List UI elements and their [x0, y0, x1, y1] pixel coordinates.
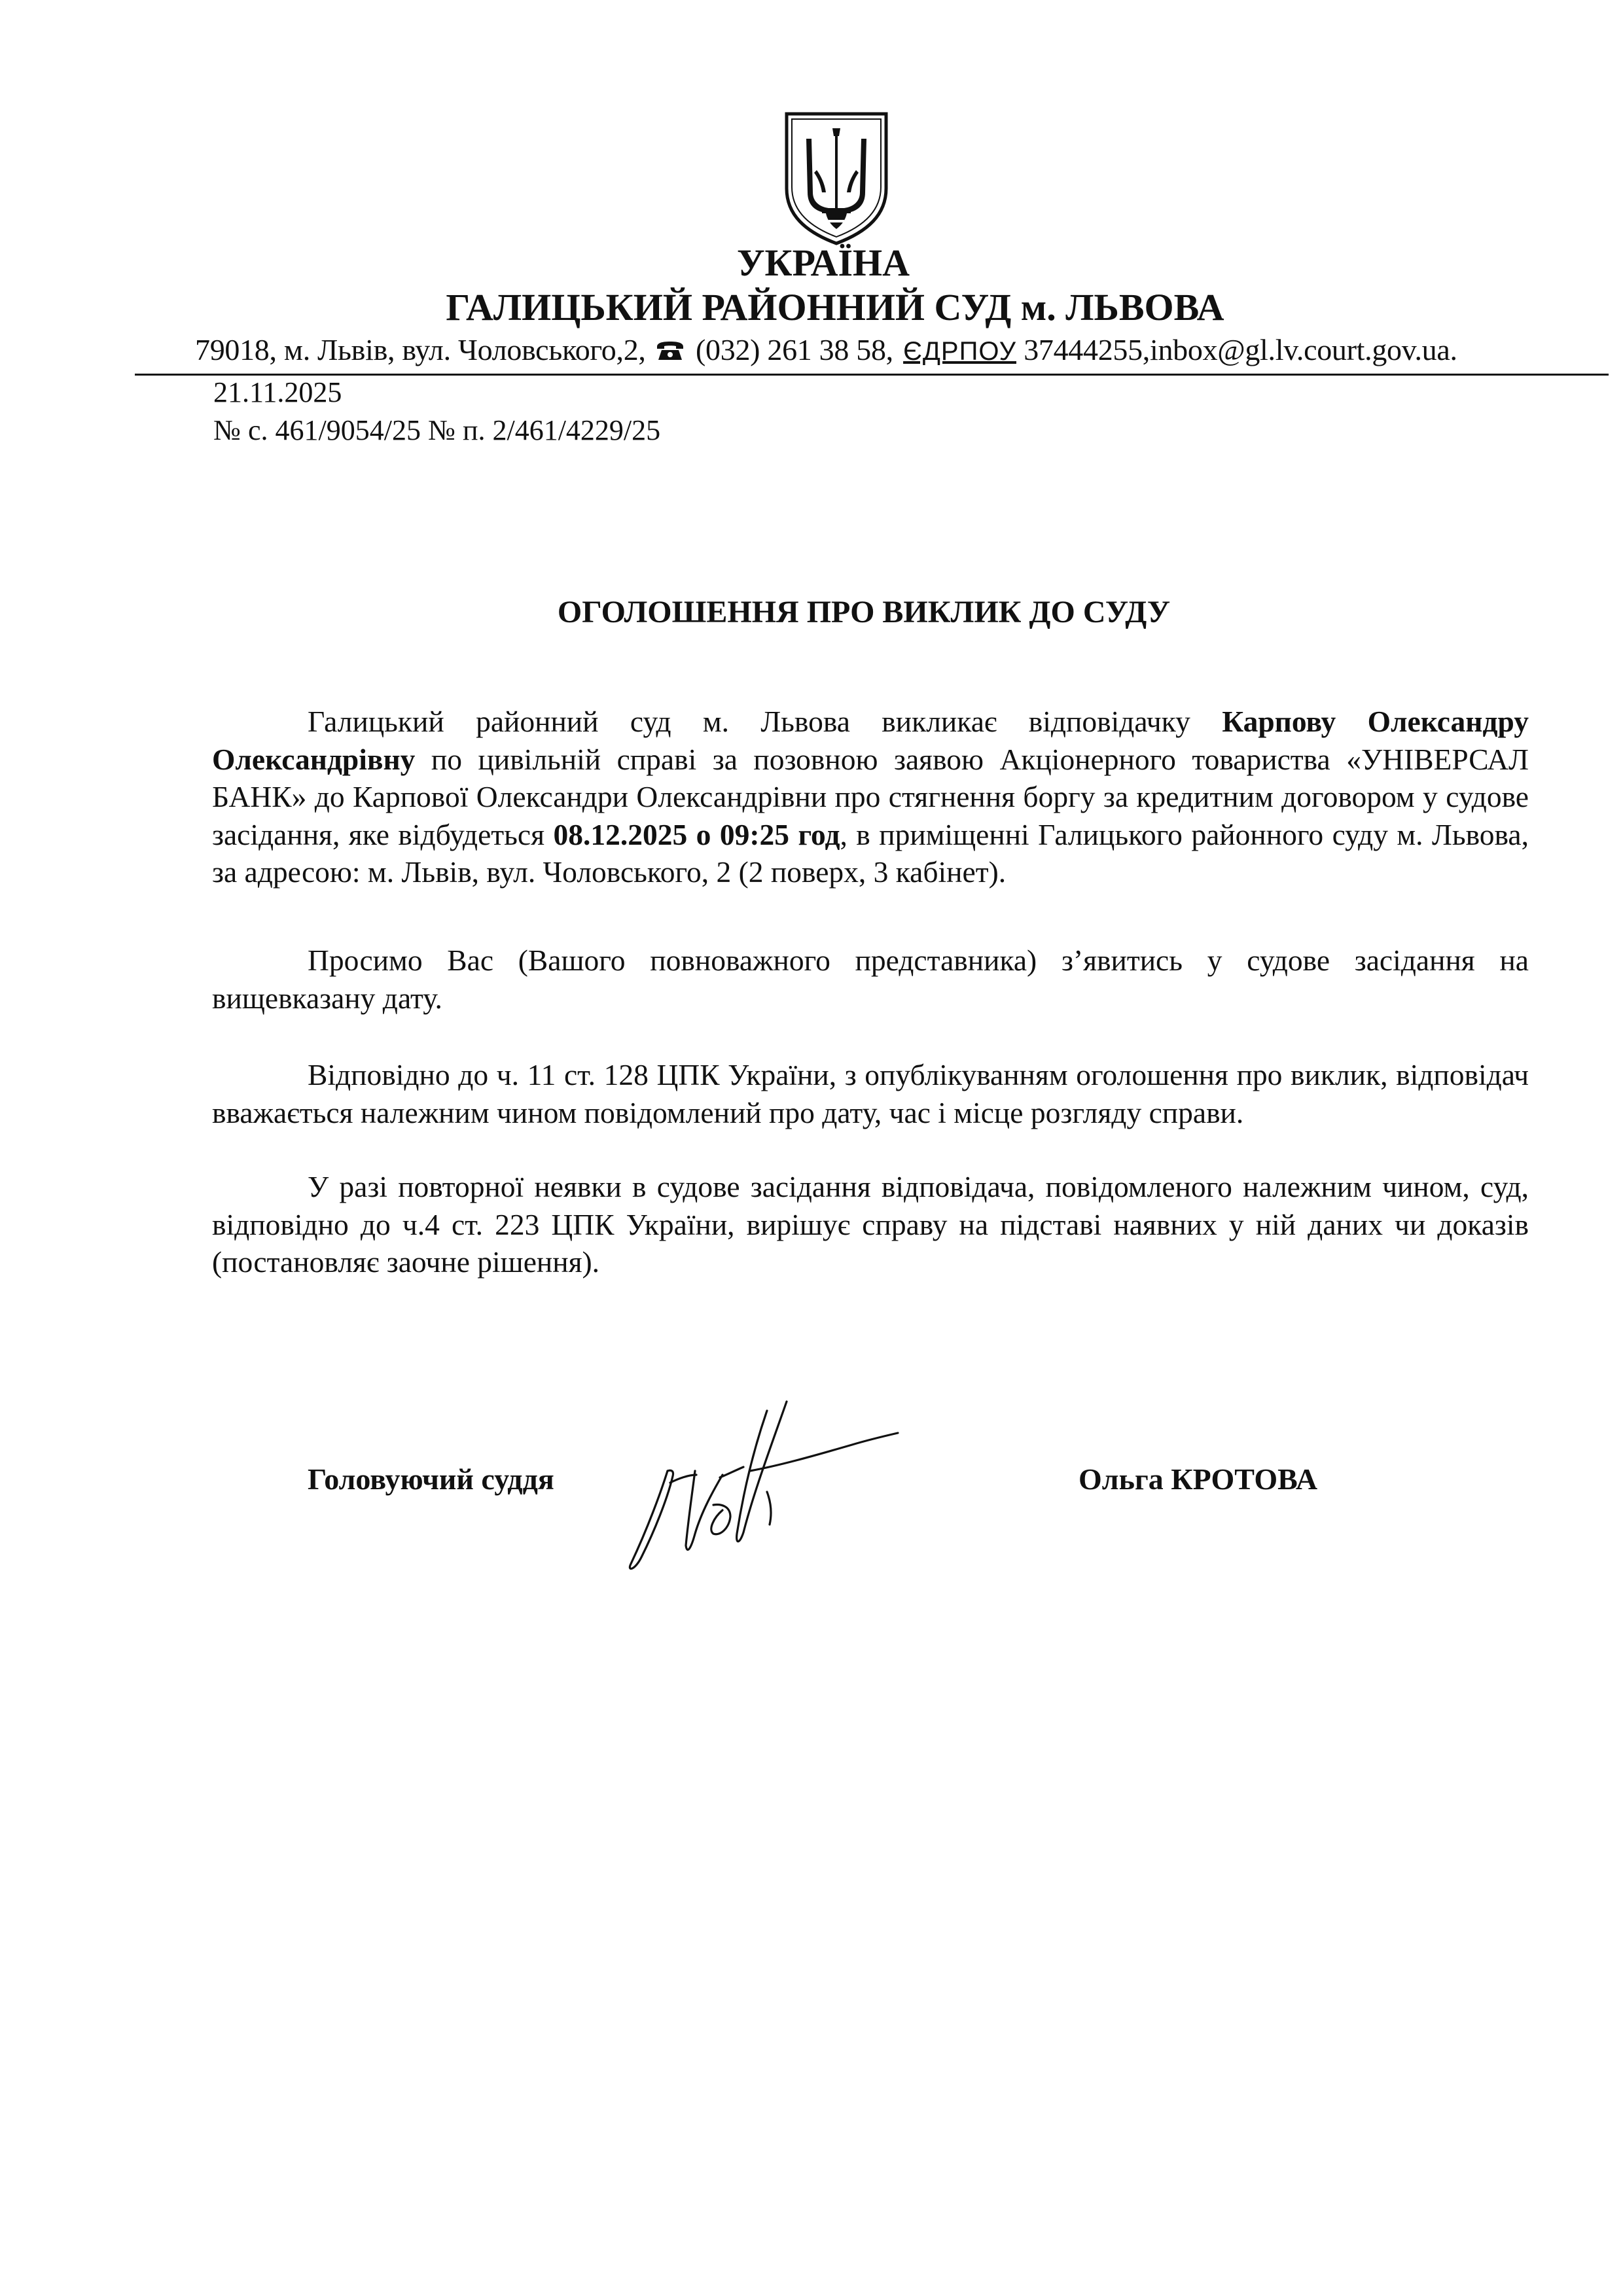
- case-numbers: № с. 461/9054/25 № п. 2/461/4229/25: [213, 414, 661, 446]
- header-divider: [135, 374, 1609, 376]
- handwritten-signature: [615, 1394, 955, 1590]
- judge-title: Головуючий суддя: [308, 1462, 554, 1496]
- court-phone: (032) 261 38 58,: [696, 333, 893, 366]
- notice-title: ОГОЛОШЕННЯ ПРО ВИКЛИК ДО СУДУ: [557, 595, 1171, 629]
- ukraine-trident-emblem-icon: [783, 110, 890, 247]
- paragraph-text: , в приміщенні Галицького районного суду м. Львова, за адресою: м. Львів, вул. Чоловського, 2 (2 поверх, 3 кабінет).: [212, 817, 1529, 889]
- paragraph-legal-basis: Відповідно до ч. 11 ст. 128 ЦПК України, з опублікуванням оголошення про виклик, відповідач вважається належним чином повідомлений про дату, час і місце розгляду справи.: [212, 1058, 1529, 1129]
- document-date: 21.11.2025: [213, 376, 342, 408]
- hearing-datetime: 08.12.2025 о 09:25 год: [553, 817, 840, 851]
- judge-name: Ольга КРОТОВА: [1079, 1462, 1318, 1496]
- edrpou-label: ЄДРПОУ: [903, 337, 1016, 366]
- paragraph-text: Галицький районний суд м. Львова викликає відповідачку: [308, 705, 1222, 738]
- header-court-name: ГАЛИЦЬКИЙ РАЙОННИЙ СУД м. ЛЬВОВА: [446, 286, 1224, 328]
- court-address: 79018, м. Львів, вул. Чоловського,2,: [195, 333, 646, 366]
- header-contact-line: [195, 332, 1457, 367]
- header-country: УКРАЇНА: [736, 241, 910, 284]
- paragraph-summons: [212, 703, 1529, 891]
- phone-icon: [656, 340, 685, 361]
- edrpou-and-email: 37444255,inbox@gl.lv.court.gov.ua.: [1024, 333, 1457, 366]
- paragraph-default-judgment: У разі повторної неявки в судове засідання відповідача, повідомленого належним чином, суд, відповідно до ч.4 ст. 223 ЦПК України, вирішує справу на підставі наявних у ній даних чи доказів (постановляє заочне рішення).: [212, 1170, 1529, 1279]
- paragraph-request: Просимо Вас (Вашого повноважного представника) з’явитись у судове засідання на вищевказану дату.: [212, 944, 1529, 1015]
- defendant-name: Карпову Олександру Олександрівну: [212, 705, 1529, 776]
- paragraph-text: по цивільній справі за позовною заявою Акціонерного товариства «УНІВЕРСАЛ БАНК» до Карпової Олександри Олександрівни про стягнення боргу за кредитним договором у судове засідання, яке відбудеться: [212, 742, 1529, 851]
